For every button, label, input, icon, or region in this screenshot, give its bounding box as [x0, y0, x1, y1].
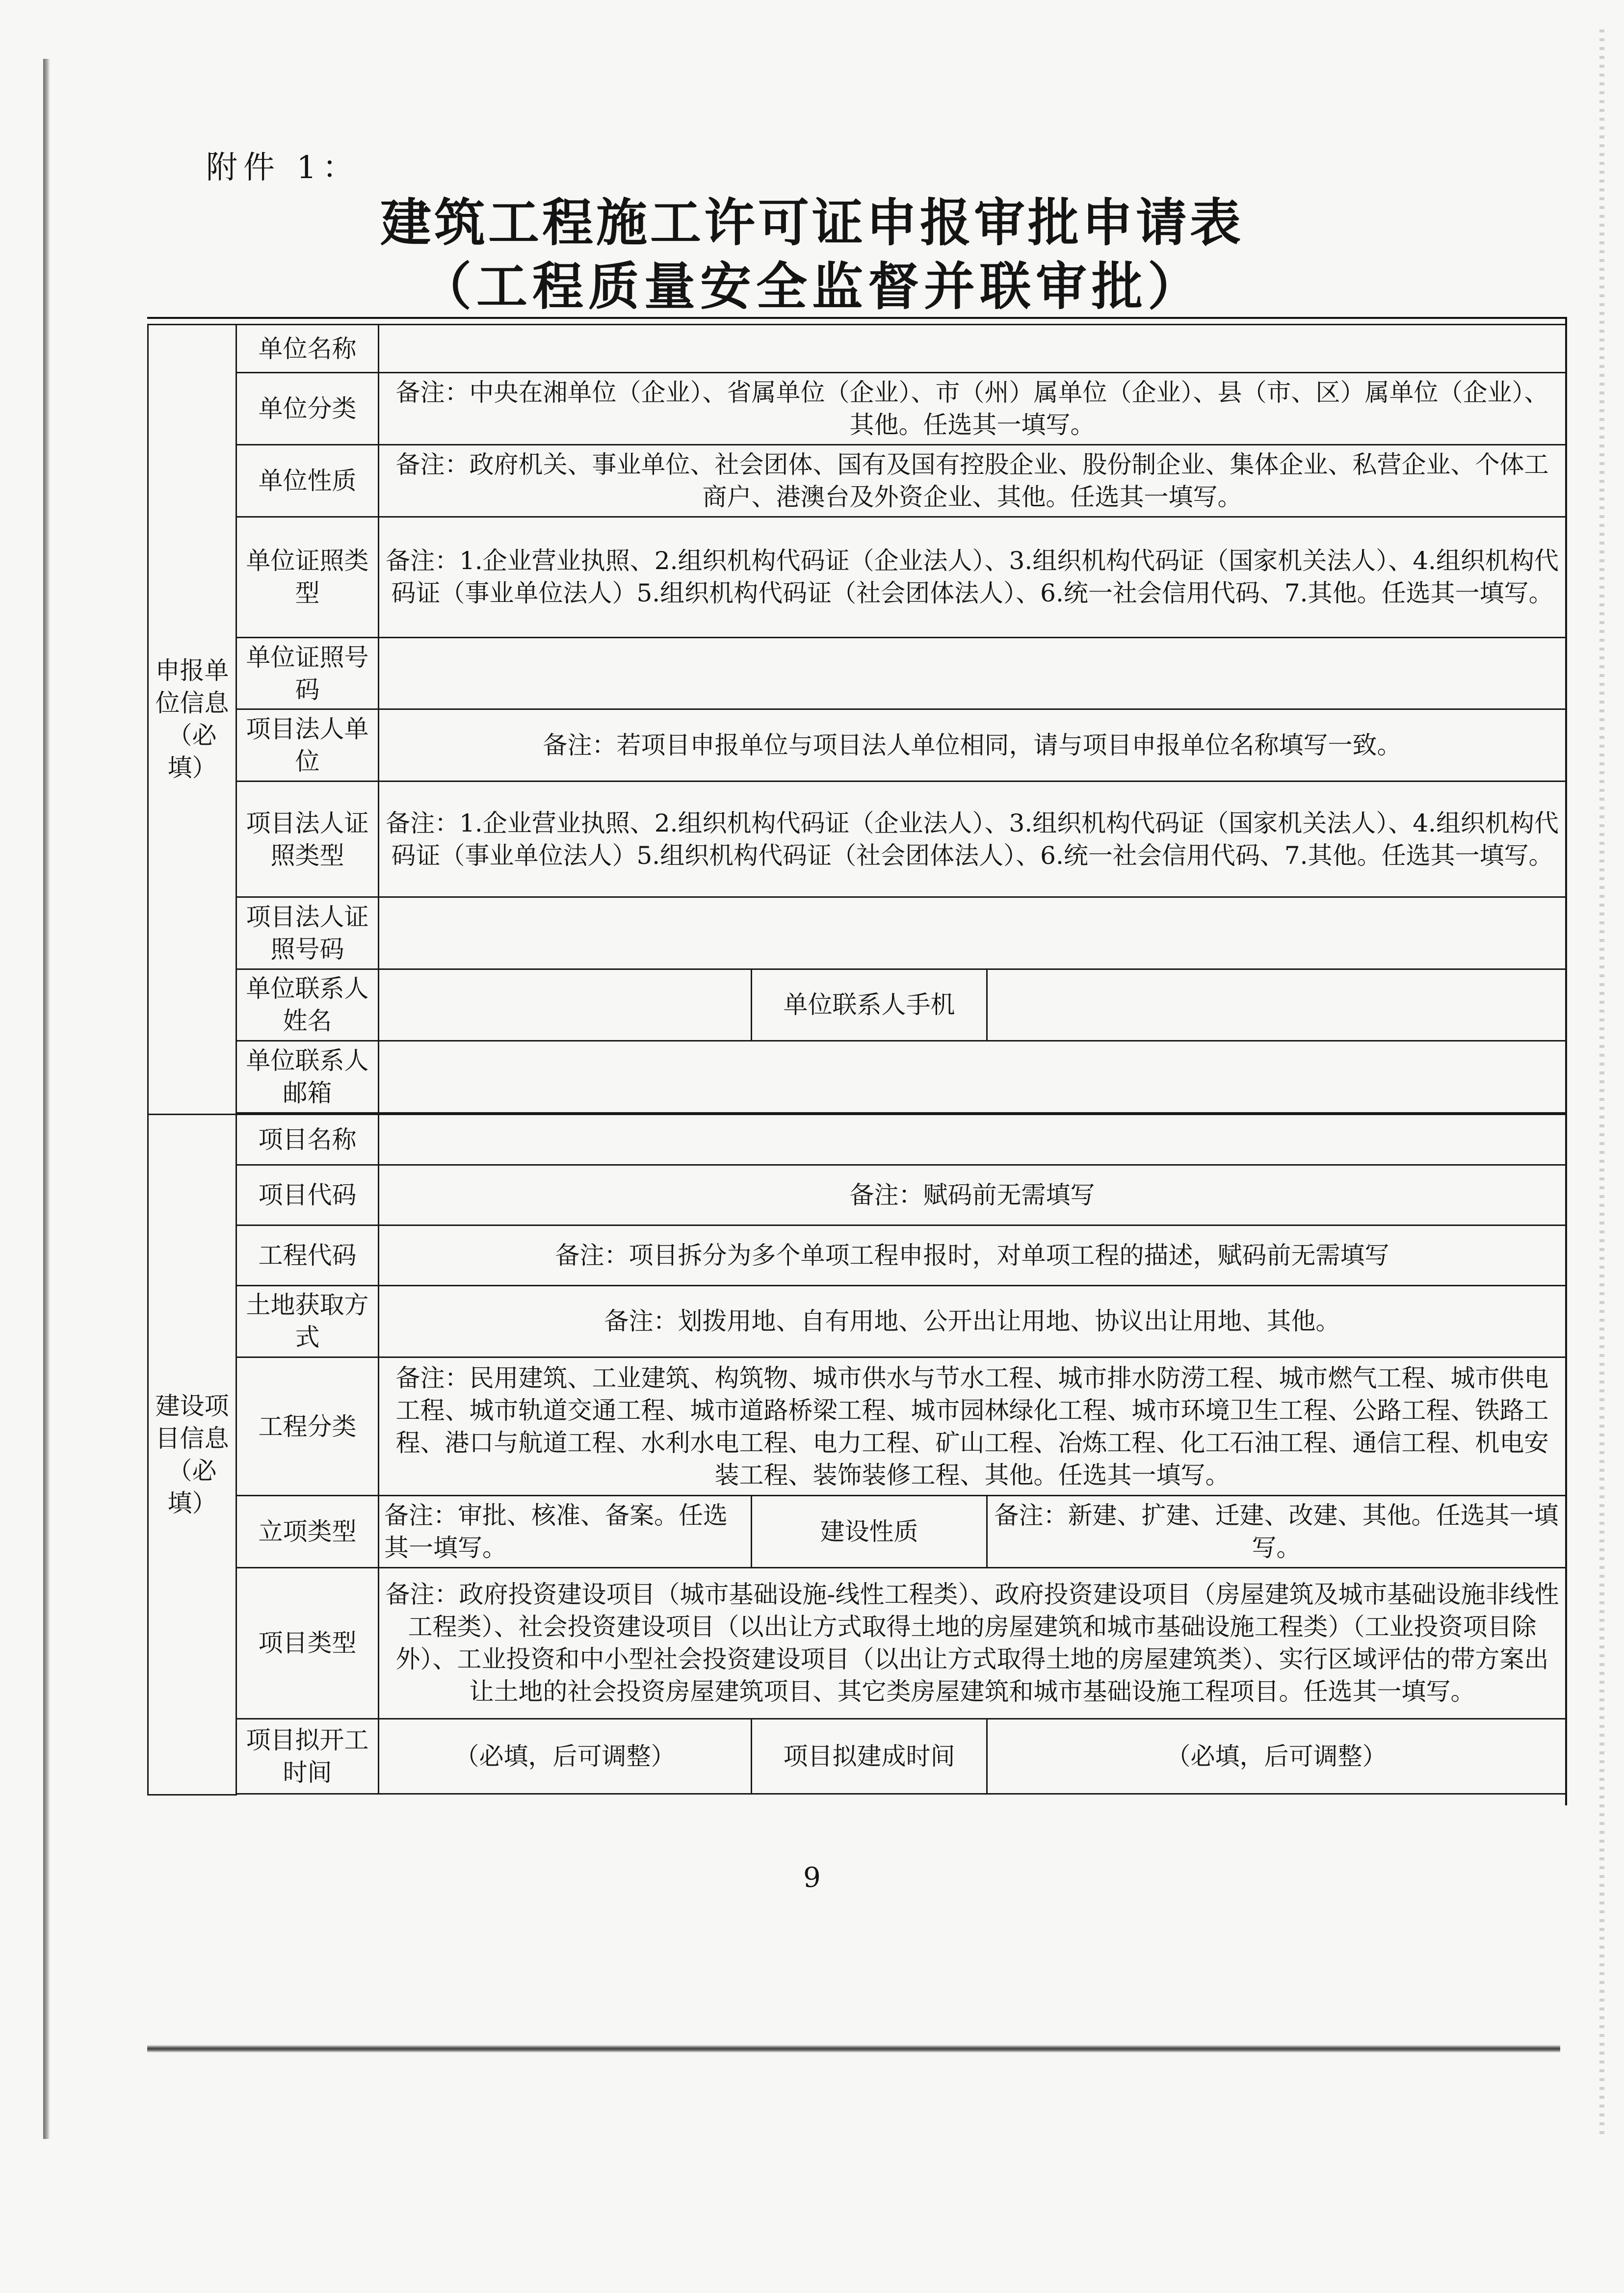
- input-contact-phone[interactable]: [987, 969, 1566, 1041]
- row-approval-type: [148, 1496, 1566, 1568]
- label-project-code: 项目代码: [236, 1165, 379, 1225]
- row-contact-email: [148, 1041, 1566, 1113]
- row-project-type: [148, 1567, 1566, 1719]
- input-legal-cert-type[interactable]: 备注：1.企业营业执照、2.组织机构代码证（企业法人）、3.组织机构代码证（国家机关法人）、4.组织机构代码证（事业单位法人）5.组织机构代码证（社会团体法人）、6.统一社会信用代码、7.其他。任选其一填写。: [379, 782, 1566, 897]
- section-applicant-info: 申报单位信息（必填）: [148, 325, 236, 1115]
- input-construction-nature[interactable]: 备注：新建、扩建、迁建、改建、其他。任选其一填写。: [987, 1496, 1566, 1568]
- label-unit-cert-no: 单位证照号码: [236, 637, 379, 709]
- label-construction-nature: 建设性质: [752, 1496, 987, 1568]
- label-unit-name: 单位名称: [236, 325, 379, 373]
- label-project-legal-unit: 项目法人单位: [236, 709, 379, 782]
- label-engineering-code: 工程代码: [236, 1225, 379, 1285]
- row-project-name: [148, 1114, 1566, 1165]
- page-number: 9: [803, 1862, 821, 1894]
- input-contact-email[interactable]: [379, 1041, 1566, 1113]
- scan-edge-right: [1599, 29, 1604, 2139]
- attachment-label: 附件 1：: [206, 150, 360, 186]
- row-land-method: [148, 1285, 1566, 1357]
- form-subtitle: （工程质量安全监督并联审批）: [420, 256, 1204, 316]
- input-approval-type[interactable]: 备注：审批、核准、备案。任选其一填写。: [379, 1496, 752, 1568]
- input-start-time[interactable]: （必填，后可调整）: [379, 1719, 752, 1794]
- row-project-legal-unit: [148, 709, 1566, 782]
- input-project-legal-unit[interactable]: 备注：若项目申报单位与项目法人单位相同，请与项目申报单位名称填写一致。: [379, 709, 1566, 782]
- label-legal-cert-no: 项目法人证照号码: [236, 897, 379, 969]
- label-unit-nature: 单位性质: [236, 445, 379, 517]
- row-unit-cert-no: [148, 637, 1566, 709]
- form-title: 建筑工程施工许可证申报审批申请表: [380, 192, 1244, 253]
- row-unit-name: [148, 325, 1566, 373]
- input-unit-cert-no[interactable]: [379, 637, 1566, 709]
- input-end-time[interactable]: （必填，后可调整）: [987, 1719, 1566, 1794]
- label-end-time: 项目拟建成时间: [752, 1719, 987, 1794]
- input-project-type[interactable]: 备注：政府投资建设项目（城市基础设施-线性工程类）、政府投资建设项目（房屋建筑及城市基础设施非线性工程类）、社会投资建设项目（以出让方式取得土地的房屋建筑和城市基础设施工程类）（工业投资项目除外）、工业投资和中小型社会投资建设项目（以出让方式取得土地的房屋建筑类）、实行区域评估的带方案出让土地的社会投资房屋建筑项目、其它类房屋建筑和城市基础设施工程项目。任选其一填写。: [379, 1567, 1566, 1719]
- row-legal-cert-type: [148, 782, 1566, 897]
- row-engineering-category: [148, 1357, 1566, 1496]
- label-approval-type: 立项类型: [236, 1496, 379, 1568]
- scan-edge-left: [43, 59, 50, 2139]
- input-engineering-category[interactable]: 备注：民用建筑、工业建筑、构筑物、城市供水与节水工程、城市排水防涝工程、城市燃气工程、城市供电工程、城市轨道交通工程、城市道路桥梁工程、城市园林绿化工程、城市环境卫生工程、公路工程、铁路工程、港口与航道工程、水利水电工程、电力工程、矿山工程、冶炼工程、化工石油工程、通信工程、机电安装工程、装饰装修工程、其他。任选其一填写。: [379, 1357, 1566, 1496]
- input-unit-name[interactable]: [379, 325, 1566, 373]
- input-unit-cert-type[interactable]: 备注：1.企业营业执照、2.组织机构代码证（企业法人）、3.组织机构代码证（国家机关法人）、4.组织机构代码证（事业单位法人）5.组织机构代码证（社会团体法人）、6.统一社会信用代码、7.其他。任选其一填写。: [379, 517, 1566, 637]
- label-start-time: 项目拟开工时间: [236, 1719, 379, 1794]
- input-legal-cert-no[interactable]: [379, 897, 1566, 969]
- application-form-table: [147, 324, 1567, 1796]
- row-legal-cert-no: [148, 897, 1566, 969]
- input-engineering-code[interactable]: 备注：项目拆分为多个单项工程申报时，对单项工程的描述，赋码前无需填写: [379, 1225, 1566, 1285]
- row-project-code: [148, 1165, 1566, 1225]
- row-engineering-code: [148, 1225, 1566, 1285]
- input-project-name[interactable]: [379, 1114, 1566, 1165]
- label-contact-email: 单位联系人邮箱: [236, 1041, 379, 1113]
- label-engineering-category: 工程分类: [236, 1357, 379, 1496]
- label-contact-phone: 单位联系人手机: [752, 969, 987, 1041]
- input-land-method[interactable]: 备注：划拨用地、自有用地、公开出让用地、协议出让用地、其他。: [379, 1285, 1566, 1357]
- label-legal-cert-type: 项目法人证照类型: [236, 782, 379, 897]
- section-project-info: 建设项目信息（必填）: [148, 1114, 236, 1795]
- label-project-name: 项目名称: [236, 1114, 379, 1165]
- label-project-type: 项目类型: [236, 1567, 379, 1719]
- row-unit-category: [148, 373, 1566, 445]
- scan-edge-bottom: [147, 2045, 1560, 2053]
- input-unit-category[interactable]: 备注：中央在湘单位（企业）、省属单位（企业）、市（州）属单位（企业）、县（市、区）属单位（企业）、其他。任选其一填写。: [379, 373, 1566, 445]
- row-unit-cert-type: [148, 517, 1566, 637]
- label-land-method: 土地获取方式: [236, 1285, 379, 1357]
- label-unit-cert-type: 单位证照类型: [236, 517, 379, 637]
- row-unit-nature: [148, 445, 1566, 517]
- input-unit-nature[interactable]: 备注：政府机关、事业单位、社会团体、国有及国有控股企业、股份制企业、集体企业、私营企业、个体工商户、港澳台及外资企业、其他。任选其一填写。: [379, 445, 1566, 517]
- row-contact-name: [148, 969, 1566, 1041]
- label-contact-name: 单位联系人姓名: [236, 969, 379, 1041]
- input-contact-name[interactable]: [379, 969, 752, 1041]
- row-schedule: [148, 1719, 1566, 1794]
- input-project-code[interactable]: 备注：赋码前无需填写: [379, 1165, 1566, 1225]
- label-unit-category: 单位分类: [236, 373, 379, 445]
